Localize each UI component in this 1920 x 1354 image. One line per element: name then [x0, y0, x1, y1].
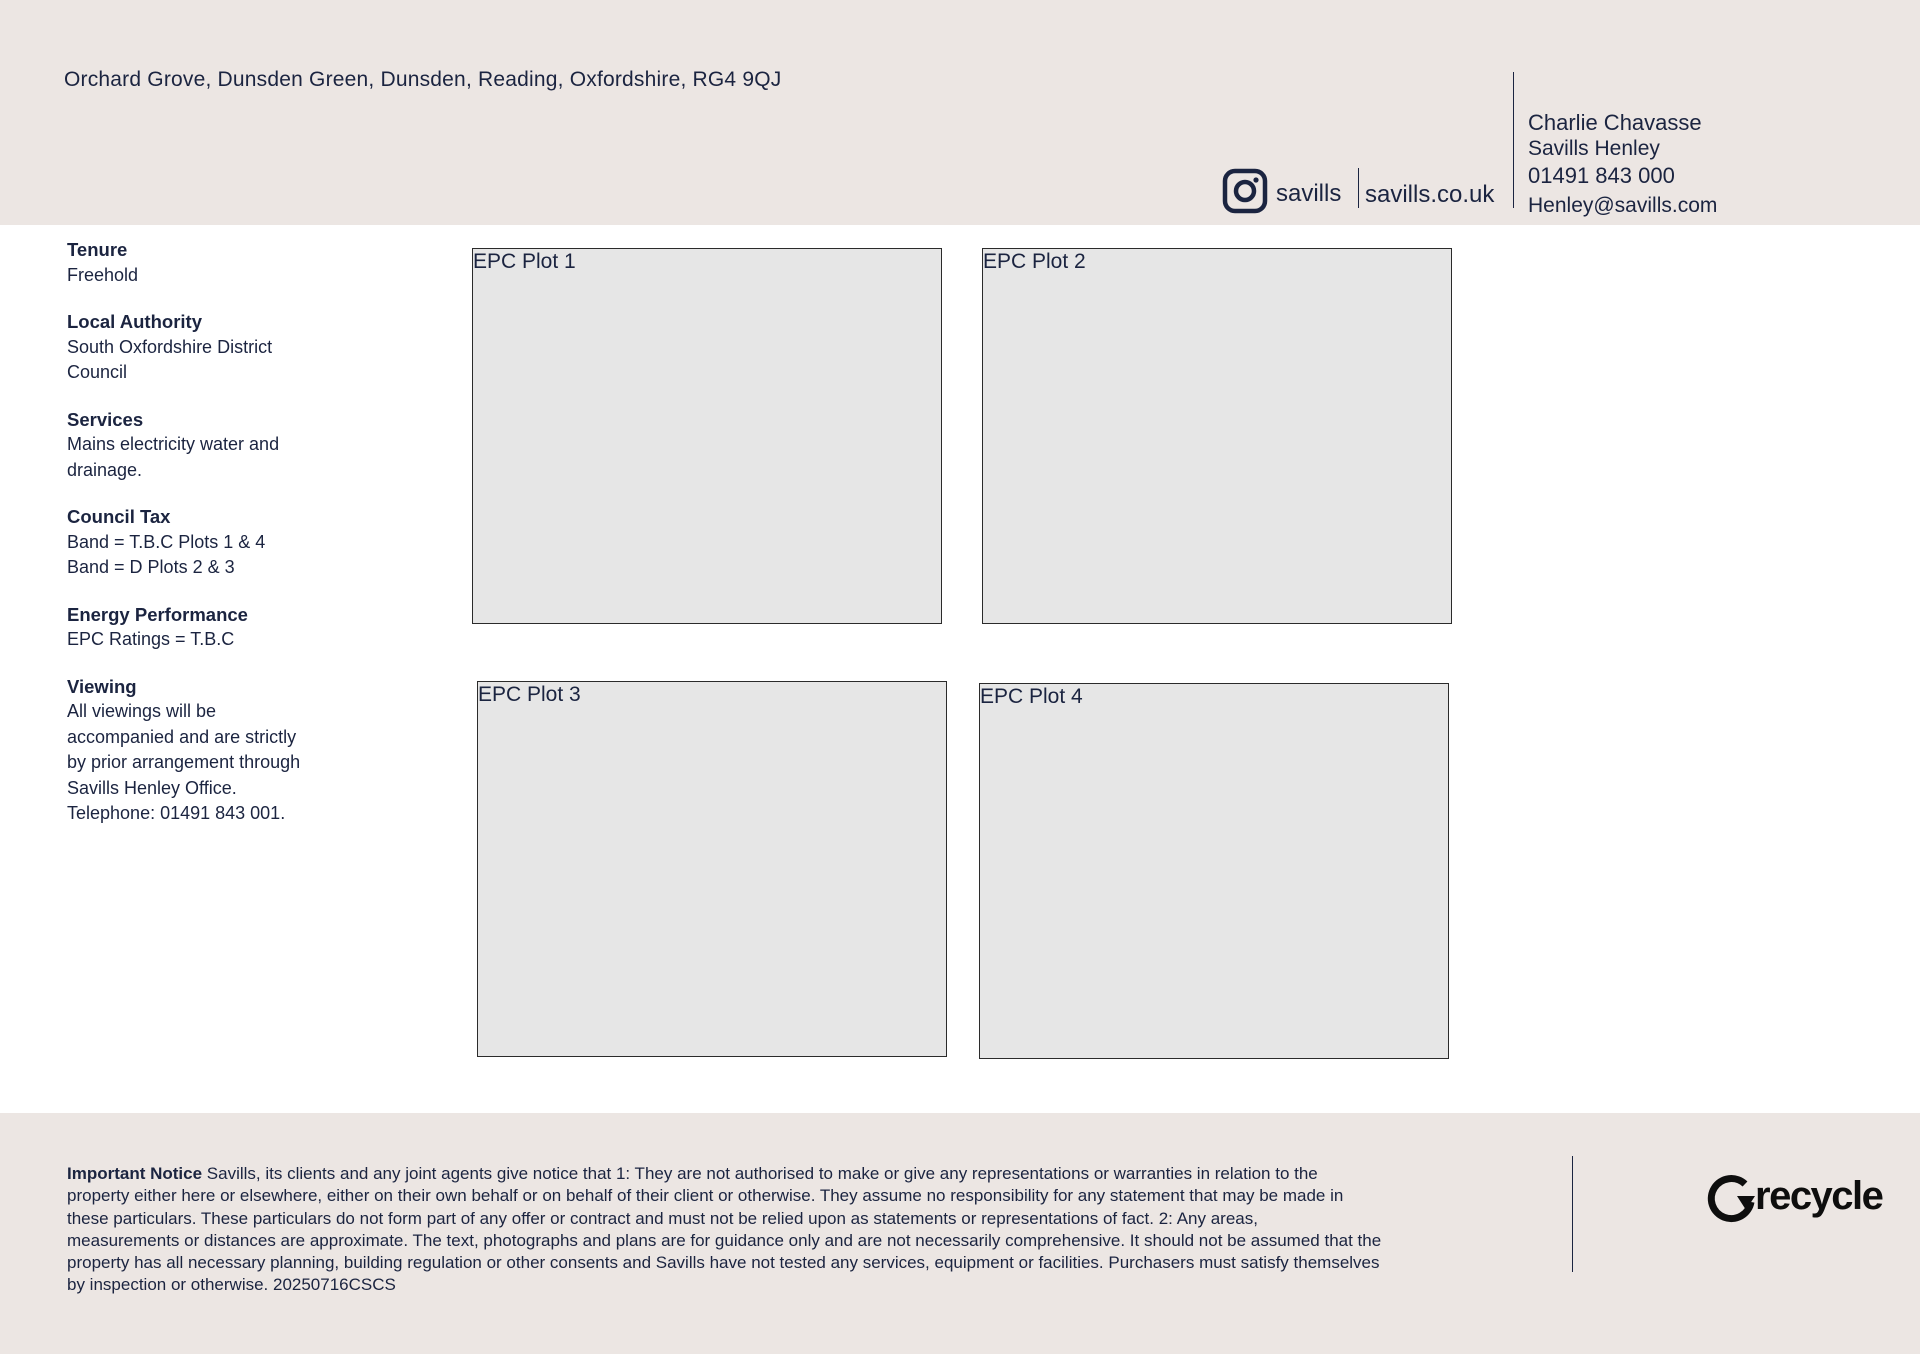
detail-label: Viewing [67, 675, 137, 697]
detail-value: South Oxfordshire District [67, 336, 273, 357]
epc-plot-label: EPC Plot 3 [478, 683, 581, 706]
detail-services [67, 407, 367, 484]
notice-line: measurements or distances are approximate. The text, photographs and plans are for guidance only and are not necessarily comprehensive. It should not be assumed that the [67, 1230, 1382, 1250]
detail-value: EPC Ratings = T.B.C [67, 629, 235, 649]
detail-label: Tenure [67, 239, 128, 260]
notice-line: property either here or elsewhere, either on their own behalf or on behalf of their client or otherwise. They assume no responsibility for any statement that may be made in [67, 1186, 1344, 1206]
detail-council-tax [67, 504, 367, 581]
detail-label: Local Authority [67, 311, 202, 332]
recycle-logo [1707, 1172, 1882, 1224]
detail-local-authority [67, 309, 367, 386]
agent-office: Savills Henley [1528, 137, 1660, 160]
detail-value: Council [67, 362, 128, 382]
epc-plot-label: EPC Plot 4 [980, 685, 1083, 708]
epc-plot-label: EPC Plot 1 [473, 250, 576, 273]
recycle-icon [1707, 1172, 1759, 1224]
instagram-icon[interactable] [1222, 168, 1268, 214]
detail-tenure [67, 237, 367, 288]
agent-email[interactable]: Henley@savills.com [1528, 194, 1718, 217]
footer-divider [1572, 1156, 1573, 1272]
notice-line: property has all necessary planning, building regulation or other consents and Savills have not tested any services, equipment or facilities. Purchasers must satisfy themselves [67, 1253, 1380, 1273]
epc-plot-2-panel [982, 248, 1452, 624]
contact-divider [1513, 72, 1514, 208]
property-details [67, 237, 367, 848]
detail-value: by prior arrangement through [67, 752, 301, 772]
notice-line: by inspection or otherwise. 20250716CSCS [67, 1275, 396, 1295]
detail-value: Savills Henley Office. [67, 777, 237, 798]
header-divider [1358, 168, 1359, 208]
detail-value: Telephone: 01491 843 001. [67, 803, 286, 823]
agent-contact [1528, 109, 1717, 221]
detail-value: Freehold [67, 264, 139, 285]
website-link[interactable]: savills.co.uk [1365, 181, 1495, 208]
epc-plot-3-panel [477, 681, 947, 1057]
epc-plot-1-panel [472, 248, 942, 624]
detail-label: Services [67, 408, 144, 430]
detail-value: Mains electricity water and [67, 434, 280, 454]
detail-value: Band = D Plots 2 & 3 [67, 557, 235, 577]
detail-viewing [67, 674, 367, 827]
notice-line: these particulars. These particulars do not form part of any offer or contract and must not be relied upon as statements or representations of fact. 2: Any areas, [67, 1208, 1258, 1228]
brand-name: savills [1276, 180, 1342, 207]
epc-plot-label: EPC Plot 2 [983, 250, 1086, 273]
property-address: Orchard Grove, Dunsden Green, Dunsden, Reading, Oxfordshire, RG4 9QJ [64, 68, 782, 91]
detail-value: accompanied and are strictly [67, 726, 297, 747]
important-notice [67, 1163, 1567, 1297]
detail-value: Band = T.B.C Plots 1 & 4 [67, 531, 266, 552]
agent-phone[interactable]: 01491 843 000 [1528, 163, 1675, 188]
detail-label: Council Tax [67, 506, 171, 527]
recycle-text: recycle [1755, 1173, 1883, 1218]
detail-label: Energy Performance [67, 603, 248, 625]
detail-value: All viewings will be [67, 701, 217, 721]
notice-label: Important Notice [67, 1164, 203, 1183]
epc-plot-4-panel [979, 683, 1449, 1059]
detail-energy-performance [67, 602, 367, 653]
detail-value: drainage. [67, 459, 143, 480]
agent-name: Charlie Chavasse [1528, 110, 1702, 135]
notice-line: Savills, its clients and any joint agents give notice that 1: They are not authorised to make or give any representations or warranties in relation to the [206, 1164, 1318, 1183]
